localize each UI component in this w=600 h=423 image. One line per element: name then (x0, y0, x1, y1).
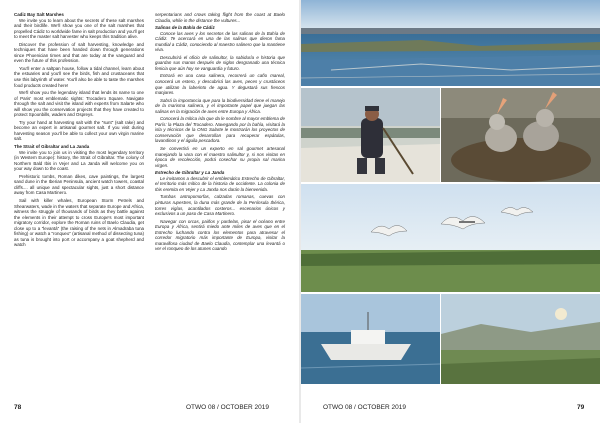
section-heading: The Strait of Gibraltar and La Janda (14, 144, 90, 150)
paragraph: Try your hand at harvesting salt with the "sunt" (salt rake) and become an expert in artisanal gourmet salt. If you visit during harvesting season you'll be able to collect your own virgin marine salt. (14, 119, 144, 142)
folio-text: OTWO 08 / OCTOBER 2019 (186, 404, 269, 411)
paragraph: You'll enter a saltpan house, follow a tidal channel, learn about the estuaries and you'll see the birds, fish and crustaceans that use this labyrinth of water. You'll also be able to taste the marshes food products created here! (14, 65, 144, 88)
left-page (0, 0, 299, 423)
section-heading: Estrecho de Gibraltar y La Janda (155, 170, 225, 176)
paragraph: Le invitamos a descubrir el emblemático Estrecho de Gibraltar, el territorio más mítico de la historia de occidente. La colonia de Ibis eremita en Vejer y La Janda nos darán la bienvenida. (155, 175, 285, 192)
paragraph: Discover the profession of salt harvesting, knowledge and techniques that have been handed down through generations since Phoenician times and that are today at the vanguard and even the future of this profession. (14, 41, 144, 64)
paragraph: serpentarians and crows taking flight from the coast at Baelo Claudia, while in the distance the vultures... (155, 12, 285, 23)
flying-birds-photo (301, 184, 600, 292)
paragraph: Conocerá la mítica isla que da le nombre al mayor emblema de París: la Plaza del Trocadero. Navegando por la bahía, visitará la isla y técnicos de la ONG Salarte le mostrarán los proyectos de conservación que desarrollan para recuperar espátulas, lavandinos y el águila pescadora. (155, 116, 285, 144)
paragraph: Descubrirá el oficio de salinultor, la sabiduría e historia que guardan sus manos después de siglos desgranado una técnica fenicia que aún hoy se vanguardia y futuro. (155, 54, 285, 71)
section-heading: Cadiz Bay Salt Marshes (14, 12, 64, 17)
boat-photo (301, 294, 440, 384)
folio-text: OTWO 08 / OCTOBER 2019 (323, 404, 406, 411)
paragraph: Prehistoric tombs, Roman dikes, cave paintings, the largest sand dune in the Iberian Peninsula, ancient watch towers, coastal cliffs.... all unique and spectacular sights, just a short distance away from Casa Martinero. (14, 173, 144, 196)
paragraph: Sabrá la importancia que para la biodiversidad tiene el manejo de la marisma salinera, y el importante papel que juegan las salinas en la migración de aves entre Europa y África. (155, 97, 285, 114)
paragraph: Entrará en una casa salinera, recorrerá un caño mareal, conocerá un estero, y descubrirá las aves, peces y crustáceos que utilizan la laberinto de agua. Y degustará sus frescos manjares. (155, 73, 285, 96)
page-number: 79 (577, 404, 585, 411)
salt-harvester-photo (301, 88, 440, 182)
paragraph: Sail with killer whales, European Storm Petrels and Shearwaters, wade in the waters that separate Europe and Africa, witness the struggle of thousands of birds as they battle against the elements in their attempt to cross Europe's most important migratory corridor, explore the Roman ruins of Baelo Claudia, get close up to a "levantá" (the raising of the nets in Almadraba tuna fishing) or watch a "ronqueo" (artisanal method of dissecting tuna) as tuna is brought into port or accompany a goat shepherd and watch (14, 197, 144, 248)
page-number: 78 (14, 404, 22, 411)
paragraph: Conoce las aves y los secretos de las salinas de la Bahía de Cádiz. Te acercará en una de las salinas que dieron fama mundial a Cádiz, conociendo al maestro salinero que la mantiene viva. (155, 30, 285, 53)
paragraph: We invite you to learn about the secrets of these salt marshes and their birdlife. We'll show you one of the salt marshes that propelled Cádiz to worldwide fame in salt production and you'll get to meet the master salt harvester who keeps this tradition alive. (14, 17, 144, 40)
paragraph: Tumbas antropomorfas, calzadas romanas, cuevas con pinturas rupestres, la duna más grande de la Península Ibérica, torres vigías, acantilados costeros... escenarios únicos y exclusivos a un paso de Casa Martinero. (155, 194, 285, 217)
paragraph: We'll show you the legendary island that lends its name to one of Paris' most emblematic sights: Trocadero Square. Navigate through the salt and visit the island with experts from Salarte who will show you the conservation projects that they have created to protect Spoonbills, waders and Ospreys. (14, 90, 144, 118)
left-column-1 (14, 12, 144, 250)
left-column-2 (155, 12, 285, 254)
paragraph: We invite you to join us in visiting the most legendary territory (in Western Europe): history, the Strait of Gibraltar. The colony of Northern Bald Ibis in Vejer and La Janda will welcome you on your way down to the coast. (14, 149, 144, 172)
right-page (301, 0, 600, 423)
salt-marsh-photo (301, 0, 600, 86)
paragraph: Navegar con orcas, paiños y pardelas, pisar el océano entre Europa y África, sentirá miedo ante miles de aves que en el Estrecho luchando contra los elementos para atravesar el corredor migratorio más importante de Europa, visitar la maravillosa ciudad de Baelo Claudia, contemplar una levantá o ver el ronqueo de los atunes cuando (155, 218, 285, 252)
section-heading: Salinas de la Bahía de Cádiz (155, 25, 215, 31)
paragraph: Se convertirá en un experto en sal gourmet artesanal manejando la vara con el maestro salinultor y, si nos visitas en época de recolección, podrá cosechar su propia sal marina virgen. (155, 146, 285, 168)
landscape-photo (441, 294, 600, 384)
chicks-nest-photo (441, 88, 600, 182)
